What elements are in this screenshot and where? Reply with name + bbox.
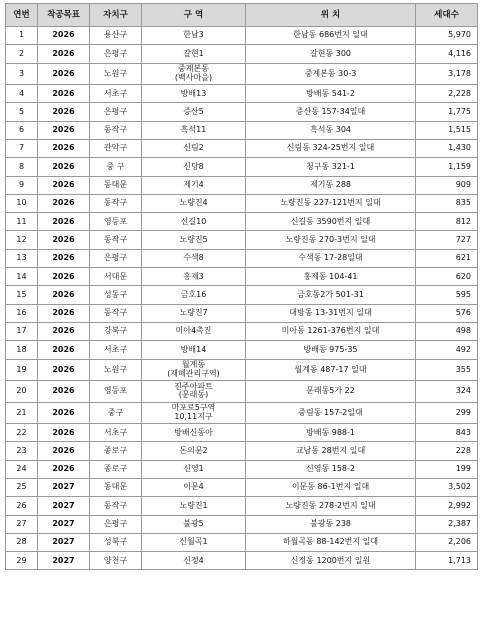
cell-location: 신길동 3590번지 일대 bbox=[246, 213, 416, 231]
cell-households: 2,387 bbox=[416, 515, 478, 533]
cell-district: 중구 bbox=[90, 402, 142, 424]
cell-district: 종로구 bbox=[90, 442, 142, 460]
table-row bbox=[6, 478, 478, 496]
cell-zone: 월계동 (재해관리구역) bbox=[142, 359, 246, 381]
cell-district: 영등포 bbox=[90, 381, 142, 403]
cell-zone: 노량진5 bbox=[142, 231, 246, 249]
cell-location: 흑석동 304 bbox=[246, 121, 416, 139]
table-row bbox=[6, 27, 478, 45]
cell-no: 18 bbox=[6, 341, 38, 359]
table-row bbox=[6, 515, 478, 533]
cell-zone: 노량진7 bbox=[142, 304, 246, 322]
cell-households: 1,713 bbox=[416, 552, 478, 570]
cell-target-year: 2026 bbox=[38, 176, 90, 194]
table-row bbox=[6, 176, 478, 194]
cell-target-year: 2026 bbox=[38, 213, 90, 231]
cell-target-year: 2026 bbox=[38, 63, 90, 85]
cell-no: 10 bbox=[6, 194, 38, 212]
cell-households: 492 bbox=[416, 341, 478, 359]
cell-location: 금호동2가 501-31 bbox=[246, 286, 416, 304]
table-row bbox=[6, 286, 478, 304]
cell-no: 19 bbox=[6, 359, 38, 381]
cell-no: 28 bbox=[6, 533, 38, 551]
cell-district: 은평구 bbox=[90, 103, 142, 121]
cell-district: 성동구 bbox=[90, 286, 142, 304]
cell-district: 동대문 bbox=[90, 176, 142, 194]
cell-location: 문래동5가 22 bbox=[246, 381, 416, 403]
cell-no: 13 bbox=[6, 249, 38, 267]
cell-location: 방배동 975-35 bbox=[246, 341, 416, 359]
cell-target-year: 2026 bbox=[38, 424, 90, 442]
cell-no: 23 bbox=[6, 442, 38, 460]
cell-no: 4 bbox=[6, 85, 38, 103]
cell-target-year: 2026 bbox=[38, 381, 90, 403]
cell-district: 서대문 bbox=[90, 268, 142, 286]
cell-location: 노량진동 278-2번지 일대 bbox=[246, 497, 416, 515]
cell-households: 1,515 bbox=[416, 121, 478, 139]
cell-zone: 신영1 bbox=[142, 460, 246, 478]
cell-no: 3 bbox=[6, 63, 38, 85]
cell-households: 1,430 bbox=[416, 139, 478, 157]
cell-target-year: 2026 bbox=[38, 286, 90, 304]
cell-households: 498 bbox=[416, 322, 478, 340]
cell-location: 갈현동 300 bbox=[246, 45, 416, 63]
cell-no: 8 bbox=[6, 158, 38, 176]
cell-no: 16 bbox=[6, 304, 38, 322]
table-row bbox=[6, 552, 478, 570]
cell-location: 제기동 288 bbox=[246, 176, 416, 194]
table-row bbox=[6, 322, 478, 340]
cell-location: 노량진동 227-121번지 일대 bbox=[246, 194, 416, 212]
cell-target-year: 2026 bbox=[38, 194, 90, 212]
cell-households: 5,970 bbox=[416, 27, 478, 45]
cell-zone: 이문4 bbox=[142, 478, 246, 496]
cell-target-year: 2026 bbox=[38, 402, 90, 424]
cell-households: 3,178 bbox=[416, 63, 478, 85]
cell-target-year: 2026 bbox=[38, 158, 90, 176]
cell-households: 843 bbox=[416, 424, 478, 442]
cell-no: 21 bbox=[6, 402, 38, 424]
table-row bbox=[6, 63, 478, 85]
cell-zone: 미아4촉진 bbox=[142, 322, 246, 340]
cell-target-year: 2026 bbox=[38, 341, 90, 359]
header-households: 세대수 bbox=[416, 4, 478, 27]
cell-households: 835 bbox=[416, 194, 478, 212]
cell-households: 2,228 bbox=[416, 85, 478, 103]
cell-no: 15 bbox=[6, 286, 38, 304]
cell-zone: 제기4 bbox=[142, 176, 246, 194]
cell-no: 20 bbox=[6, 381, 38, 403]
cell-district: 동작구 bbox=[90, 304, 142, 322]
cell-district: 강북구 bbox=[90, 322, 142, 340]
cell-no: 6 bbox=[6, 121, 38, 139]
cell-location: 방배동 988-1 bbox=[246, 424, 416, 442]
header-zone: 구 역 bbox=[142, 4, 246, 27]
cell-no: 27 bbox=[6, 515, 38, 533]
cell-district: 은평구 bbox=[90, 515, 142, 533]
cell-zone: 갈현1 bbox=[142, 45, 246, 63]
cell-no: 22 bbox=[6, 424, 38, 442]
cell-location: 증산동 157-34일대 bbox=[246, 103, 416, 121]
cell-target-year: 2026 bbox=[38, 139, 90, 157]
cell-location: 대방동 13-31번지 일대 bbox=[246, 304, 416, 322]
cell-no: 9 bbox=[6, 176, 38, 194]
table-row bbox=[6, 231, 478, 249]
table-row bbox=[6, 497, 478, 515]
cell-no: 12 bbox=[6, 231, 38, 249]
cell-district: 동작구 bbox=[90, 121, 142, 139]
cell-location: 한남동 686번지 일대 bbox=[246, 27, 416, 45]
table-row bbox=[6, 121, 478, 139]
cell-households: 812 bbox=[416, 213, 478, 231]
cell-location: 중계본동 30-3 bbox=[246, 63, 416, 85]
cell-target-year: 2026 bbox=[38, 85, 90, 103]
table-row bbox=[6, 341, 478, 359]
cell-households: 4,116 bbox=[416, 45, 478, 63]
cell-location: 노량진동 270-3번지 일대 bbox=[246, 231, 416, 249]
cell-target-year: 2026 bbox=[38, 304, 90, 322]
cell-zone: 돈의문2 bbox=[142, 442, 246, 460]
cell-target-year: 2027 bbox=[38, 478, 90, 496]
cell-district: 서초구 bbox=[90, 85, 142, 103]
cell-no: 11 bbox=[6, 213, 38, 231]
cell-target-year: 2027 bbox=[38, 515, 90, 533]
cell-no: 17 bbox=[6, 322, 38, 340]
table-row bbox=[6, 533, 478, 551]
table-row bbox=[6, 85, 478, 103]
cell-target-year: 2026 bbox=[38, 45, 90, 63]
cell-location: 신영동 158-2 bbox=[246, 460, 416, 478]
redevelopment-table bbox=[5, 3, 478, 570]
table-row bbox=[6, 158, 478, 176]
cell-zone: 노량진4 bbox=[142, 194, 246, 212]
cell-no: 29 bbox=[6, 552, 38, 570]
cell-households: 1,775 bbox=[416, 103, 478, 121]
cell-target-year: 2026 bbox=[38, 322, 90, 340]
cell-zone: 방배13 bbox=[142, 85, 246, 103]
cell-target-year: 2027 bbox=[38, 497, 90, 515]
cell-location: 교남동 28번지 일대 bbox=[246, 442, 416, 460]
cell-district: 동대문 bbox=[90, 478, 142, 496]
cell-zone: 노량진1 bbox=[142, 497, 246, 515]
cell-district: 성북구 bbox=[90, 533, 142, 551]
cell-no: 2 bbox=[6, 45, 38, 63]
table-row bbox=[6, 381, 478, 403]
cell-households: 355 bbox=[416, 359, 478, 381]
cell-no: 26 bbox=[6, 497, 38, 515]
cell-households: 620 bbox=[416, 268, 478, 286]
cell-zone: 금호16 bbox=[142, 286, 246, 304]
cell-target-year: 2027 bbox=[38, 533, 90, 551]
cell-location: 신림동 324-25번지 일대 bbox=[246, 139, 416, 157]
header-no: 연번 bbox=[6, 4, 38, 27]
cell-target-year: 2026 bbox=[38, 121, 90, 139]
cell-location: 신정동 1200번지 일원 bbox=[246, 552, 416, 570]
cell-location: 하월곡동 88-142번지 일대 bbox=[246, 533, 416, 551]
cell-zone: 한남3 bbox=[142, 27, 246, 45]
cell-zone: 수색8 bbox=[142, 249, 246, 267]
cell-target-year: 2026 bbox=[38, 359, 90, 381]
cell-location: 방배동 541-2 bbox=[246, 85, 416, 103]
cell-households: 199 bbox=[416, 460, 478, 478]
cell-no: 14 bbox=[6, 268, 38, 286]
table-row bbox=[6, 213, 478, 231]
cell-zone: 방배14 bbox=[142, 341, 246, 359]
cell-households: 324 bbox=[416, 381, 478, 403]
cell-district: 용산구 bbox=[90, 27, 142, 45]
cell-district: 동작구 bbox=[90, 231, 142, 249]
cell-district: 양천구 bbox=[90, 552, 142, 570]
cell-households: 1,159 bbox=[416, 158, 478, 176]
table-row bbox=[6, 359, 478, 381]
cell-district: 동작구 bbox=[90, 497, 142, 515]
cell-zone: 신월곡1 bbox=[142, 533, 246, 551]
cell-households: 727 bbox=[416, 231, 478, 249]
cell-zone: 신정4 bbox=[142, 552, 246, 570]
cell-no: 25 bbox=[6, 478, 38, 496]
table-row bbox=[6, 194, 478, 212]
header-location: 위 치 bbox=[246, 4, 416, 27]
cell-households: 595 bbox=[416, 286, 478, 304]
table-row bbox=[6, 460, 478, 478]
cell-district: 중 구 bbox=[90, 158, 142, 176]
cell-zone: 홍제3 bbox=[142, 268, 246, 286]
cell-target-year: 2026 bbox=[38, 103, 90, 121]
cell-no: 5 bbox=[6, 103, 38, 121]
cell-zone: 진주아파트 (문래동) bbox=[142, 381, 246, 403]
cell-no: 7 bbox=[6, 139, 38, 157]
cell-district: 종로구 bbox=[90, 460, 142, 478]
cell-zone: 신길10 bbox=[142, 213, 246, 231]
cell-location: 수색동 17-28일대 bbox=[246, 249, 416, 267]
cell-households: 909 bbox=[416, 176, 478, 194]
table-row bbox=[6, 402, 478, 424]
cell-location: 이문동 86-1번지 일대 bbox=[246, 478, 416, 496]
table-row bbox=[6, 304, 478, 322]
cell-district: 서초구 bbox=[90, 341, 142, 359]
cell-households: 2,992 bbox=[416, 497, 478, 515]
table-row bbox=[6, 139, 478, 157]
cell-target-year: 2026 bbox=[38, 231, 90, 249]
cell-district: 노원구 bbox=[90, 359, 142, 381]
cell-households: 228 bbox=[416, 442, 478, 460]
cell-district: 은평구 bbox=[90, 249, 142, 267]
table-body bbox=[6, 27, 478, 570]
table-row bbox=[6, 268, 478, 286]
cell-zone: 마포로5구역 10,11지구 bbox=[142, 402, 246, 424]
cell-households: 576 bbox=[416, 304, 478, 322]
cell-location: 불광동 238 bbox=[246, 515, 416, 533]
cell-district: 은평구 bbox=[90, 45, 142, 63]
cell-district: 영등포 bbox=[90, 213, 142, 231]
cell-location: 월계동 487-17 일대 bbox=[246, 359, 416, 381]
table-row bbox=[6, 424, 478, 442]
cell-target-year: 2026 bbox=[38, 249, 90, 267]
cell-target-year: 2026 bbox=[38, 27, 90, 45]
cell-district: 동작구 bbox=[90, 194, 142, 212]
cell-households: 3,502 bbox=[416, 478, 478, 496]
cell-location: 청구동 321-1 bbox=[246, 158, 416, 176]
cell-zone: 증산5 bbox=[142, 103, 246, 121]
header-target-year: 착공목표 bbox=[38, 4, 90, 27]
cell-zone: 방배신동아 bbox=[142, 424, 246, 442]
cell-households: 621 bbox=[416, 249, 478, 267]
cell-zone: 신당8 bbox=[142, 158, 246, 176]
cell-zone: 불광5 bbox=[142, 515, 246, 533]
cell-district: 관악구 bbox=[90, 139, 142, 157]
cell-target-year: 2026 bbox=[38, 442, 90, 460]
cell-zone: 흑석11 bbox=[142, 121, 246, 139]
cell-target-year: 2027 bbox=[38, 552, 90, 570]
cell-target-year: 2026 bbox=[38, 460, 90, 478]
cell-zone: 신림2 bbox=[142, 139, 246, 157]
cell-location: 미아동 1261-376번지 일대 bbox=[246, 322, 416, 340]
cell-district: 노원구 bbox=[90, 63, 142, 85]
cell-location: 중림동 157-2일대 bbox=[246, 402, 416, 424]
cell-location: 홍제동 104-41 bbox=[246, 268, 416, 286]
table-header-row bbox=[6, 4, 478, 27]
cell-district: 서초구 bbox=[90, 424, 142, 442]
cell-no: 1 bbox=[6, 27, 38, 45]
cell-zone: 중계본동 (백사마을) bbox=[142, 63, 246, 85]
header-district: 자치구 bbox=[90, 4, 142, 27]
table-row bbox=[6, 45, 478, 63]
table-row bbox=[6, 442, 478, 460]
cell-target-year: 2026 bbox=[38, 268, 90, 286]
table-row bbox=[6, 249, 478, 267]
cell-households: 299 bbox=[416, 402, 478, 424]
cell-households: 2,206 bbox=[416, 533, 478, 551]
cell-no: 24 bbox=[6, 460, 38, 478]
table-row bbox=[6, 103, 478, 121]
